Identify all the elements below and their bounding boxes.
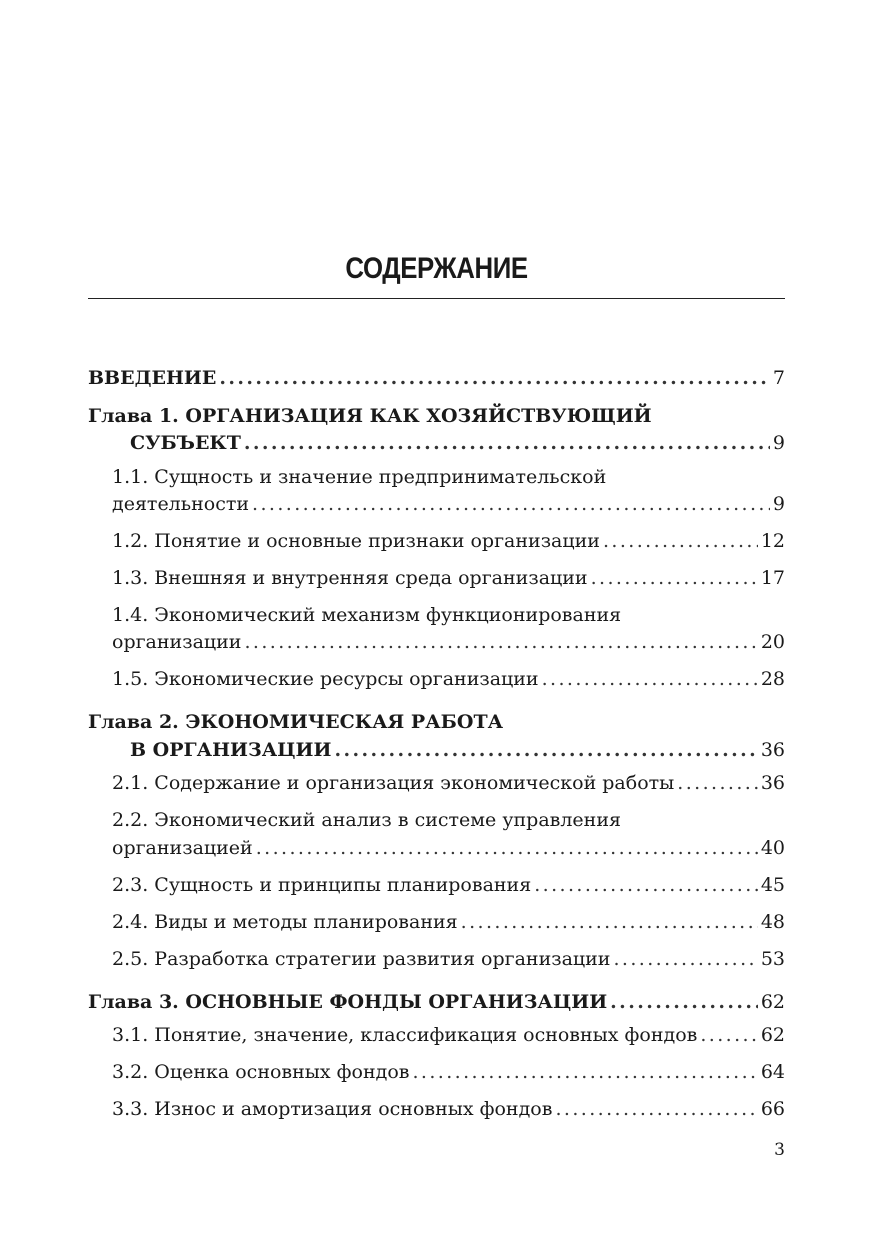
leader-dots [591, 569, 758, 588]
toc-entry-label: 2.3. Сущность и принципы планирования [112, 874, 532, 896]
leader-dots [700, 1026, 757, 1045]
toc-entry-page: 62 [760, 991, 785, 1013]
toc-entry-label: 3.3. Износ и амортизация основных фондов [112, 1098, 553, 1120]
toc-entry-page: 66 [760, 1098, 785, 1120]
toc-entry-section-1-2[interactable] [112, 532, 785, 551]
toc-entry-section-1-3[interactable] [112, 569, 785, 588]
leader-dots [555, 1100, 757, 1119]
toc-entry-page: 20 [760, 631, 785, 653]
toc-entry-page: 12 [760, 530, 785, 552]
toc-section-1-1-line1[interactable]: 1.1. Сущность и значение предпринимательской [112, 466, 607, 488]
toc-entry-section-2-3[interactable] [112, 876, 785, 895]
leader-dots [613, 950, 757, 969]
toc-entry-label: В ОРГАНИЗАЦИИ [130, 739, 332, 761]
leader-dots [334, 741, 757, 760]
leader-dots [412, 1063, 757, 1082]
toc-entry-section-3-2[interactable] [112, 1063, 785, 1082]
toc-entry-label: организации [112, 631, 242, 653]
page-title: СОДЕРЖАНИЕ [345, 252, 528, 285]
page-number: 3 [774, 1140, 785, 1160]
toc-entry-page: 17 [760, 567, 785, 589]
leader-dots [677, 774, 758, 793]
toc-entry-section-1-4[interactable] [112, 633, 785, 652]
toc-entry-page: 40 [760, 837, 785, 859]
toc-entry-label: 3.2. Оценка основных фондов [112, 1061, 410, 1083]
toc-entry-page: 62 [760, 1024, 785, 1046]
leader-dots [534, 876, 758, 895]
leader-dots [219, 369, 770, 388]
toc-entry-section-2-4[interactable] [112, 913, 785, 932]
toc-entry-page: 45 [760, 874, 785, 896]
leader-dots [256, 839, 758, 858]
toc-entry-section-3-3[interactable] [112, 1100, 785, 1119]
toc-entry-page: 28 [760, 668, 785, 690]
toc-entry-label: 3.1. Понятие, значение, классификация основных фондов [112, 1024, 698, 1046]
toc-entry-section-2-2[interactable] [112, 839, 785, 858]
toc-entry-page: 36 [760, 772, 785, 794]
toc-entry-intro[interactable] [88, 369, 785, 388]
toc-entry-page: 9 [772, 493, 785, 515]
leader-dots [603, 532, 758, 551]
toc-entry-page: 36 [760, 739, 785, 761]
toc-entry-label: ВВЕДЕНИЕ [88, 367, 217, 389]
toc-entry-label: 1.3. Внешняя и внутренняя среда организации [112, 567, 588, 589]
leader-dots [252, 495, 770, 514]
toc-entry-section-2-1[interactable] [112, 774, 785, 793]
toc-entry-label: 2.5. Разработка стратегии развития организации [112, 948, 611, 970]
toc-entry-label: 2.4. Виды и методы планирования [112, 911, 458, 933]
toc-chapter-2-line1[interactable]: Глава 2. ЭКОНОМИЧЕСКАЯ РАБОТА [88, 711, 504, 733]
leader-dots [244, 434, 770, 453]
toc-entry-label: Глава 3. ОСНОВНЫЕ ФОНДЫ ОРГАНИЗАЦИИ [88, 991, 608, 1013]
toc-entry-section-1-5[interactable] [112, 670, 785, 689]
toc-entry-page: 9 [772, 432, 785, 454]
leader-dots [244, 633, 757, 652]
toc-entry-page: 53 [760, 948, 785, 970]
toc-section-1-4-line1[interactable]: 1.4. Экономический механизм функционирования [112, 604, 622, 626]
toc-entry-section-1-1[interactable] [112, 495, 785, 514]
toc-entry-label: 1.5. Экономические ресурсы организации [112, 668, 539, 690]
toc-entry-label: СУБЪЕКТ [130, 432, 241, 454]
leader-dots [610, 993, 758, 1012]
leader-dots [461, 913, 758, 932]
leader-dots [542, 670, 758, 689]
toc-entry-label: 2.1. Содержание и организация экономической работы [112, 772, 675, 794]
toc-chapter-1-line1[interactable]: Глава 1. ОРГАНИЗАЦИЯ КАК ХОЗЯЙСТВУЮЩИЙ [88, 405, 652, 427]
toc-entry-chapter-1[interactable] [130, 434, 785, 453]
toc-entry-page: 64 [760, 1061, 785, 1083]
toc-entry-chapter-3[interactable] [88, 993, 785, 1012]
toc-entry-page: 48 [760, 911, 785, 933]
title-rule [88, 298, 785, 299]
toc-entry-label: 1.2. Понятие и основные признаки организации [112, 530, 600, 552]
toc-section-2-2-line1[interactable]: 2.2. Экономический анализ в системе управления [112, 809, 621, 831]
toc-entry-section-3-1[interactable] [112, 1026, 785, 1045]
toc-entry-section-2-5[interactable] [112, 950, 785, 969]
toc-entry-chapter-2[interactable] [130, 741, 785, 760]
toc-entry-label: организацией [112, 837, 253, 859]
toc-entry-label: деятельности [112, 493, 250, 515]
toc-entry-page: 7 [772, 367, 785, 389]
